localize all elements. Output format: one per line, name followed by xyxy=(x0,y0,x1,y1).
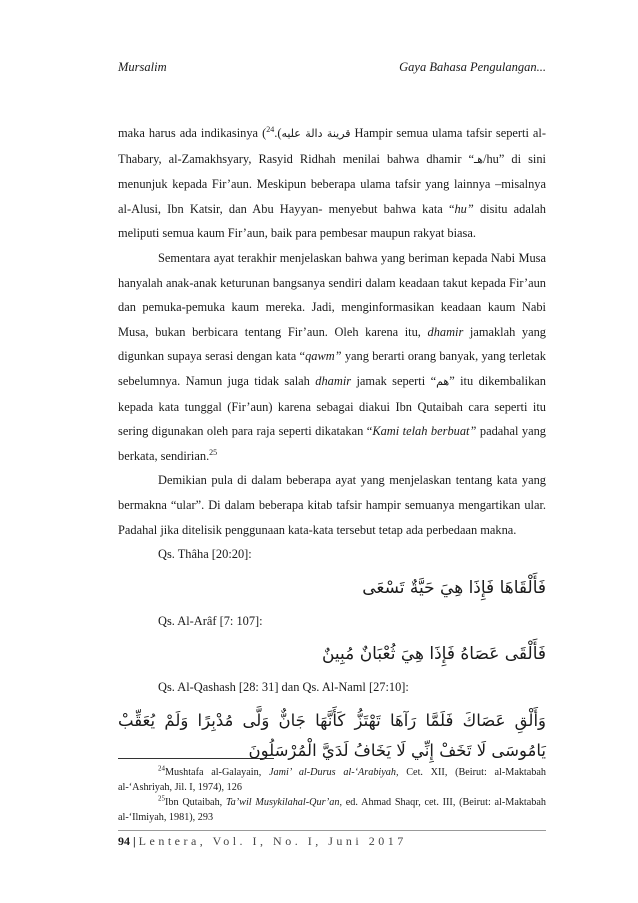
paragraph-2 xyxy=(118,246,546,468)
footnote-24-number: 24 xyxy=(158,764,165,773)
p1-hu-term: hu” xyxy=(454,201,474,216)
page-number: 94 xyxy=(118,834,130,848)
p2-text-c: yang berarti orang banyak, yang terletak sebelumnya. Namun juga tidak salah xyxy=(118,349,546,388)
footnote-24-title: Jami’ al-Durus al-‘Arabiyah, xyxy=(269,767,399,778)
quran-verse-3: وَأَلْقِ عَصَاكَ فَلَمَّا رَآهَا تَهْتَزُّ كَأَنَّهَا جَانٌّ وَلَّى مُدْبِرًا وَلَمْ يُعَقِّبْ يَامُوسَى لَا تَخَفْ إِنِّي لَا يَخَافُ لَدَيَّ الْمُرْسَلُونَ xyxy=(118,710,546,760)
running-header-author: Mursalim xyxy=(118,60,167,74)
p2-quote: Kami telah berbuat” xyxy=(372,424,477,439)
p2-qawm-term: qawm” xyxy=(305,349,342,364)
quran-verse-2: فَأَلْقَى عَصَاهُ فَإِذَا هِيَ ثُعْبَانٌ مُبِينٌ xyxy=(321,644,546,665)
footnote-24-author: Mushtafa al-Galayain, xyxy=(165,767,270,778)
quran-reference-3: Qs. Al-Qashash [28: 31] dan Qs. Al-Naml [27:10]: xyxy=(158,680,409,695)
p1-text-a: maka harus ada indikasinya ( xyxy=(118,126,267,140)
footer-separator xyxy=(118,830,546,831)
running-header-title: Gaya Bahasa Pengulangan... xyxy=(399,60,546,74)
p2-text-e: ” itu dikembalikan kepada kata tunggal (Fir’aun) karena sebagai diakui Ibn Qutaibah cara seperti itu sering digunakan oleh para raja seperti dikatakan “ xyxy=(118,373,547,439)
quran-reference-1: Qs. Thâha [20:20]: xyxy=(158,547,252,562)
footnote-separator xyxy=(118,758,274,759)
footnote-24 xyxy=(118,766,546,795)
footnotes xyxy=(118,766,546,826)
p1-text-b: ). xyxy=(274,126,282,140)
journal-citation: Lentera, Vol. I, No. I, Juni 2017 xyxy=(138,834,407,848)
footer-divider: | xyxy=(130,834,139,848)
footnote-24-details: Cet. XII, (Beirut: al-Maktabah al-‘Ashriyah, Jil. I, 1974), 126 xyxy=(118,767,546,793)
footnote-ref-24[interactable]: 24 xyxy=(266,124,275,134)
footnote-25-author: Ibn Qutaibah, xyxy=(165,797,226,809)
footnote-25 xyxy=(118,796,546,825)
page-footer xyxy=(118,834,407,849)
p2-text-a: Sementara ayat terakhir menjelaskan bahwa yang beriman kepada Nabi Musa hanyalah anak-anak keturunan bangsanya sendiri dalam keadaan takut kepada Fir’aun dan pemuka-pemuka kaum mereka. Jadi, menginformasikan keadaan kaum Nabi Musa, bukan berbicara tentang Fir’aun. Oleh karena itu, xyxy=(118,250,546,339)
p1-arabic-phrase: قرينة دالة عليه xyxy=(281,127,351,140)
body-text xyxy=(118,121,546,772)
p1-arabic-pronoun: هـ xyxy=(474,152,484,166)
p2-text-d: jamak seperti “ xyxy=(351,373,437,388)
paragraph-3: Demikian pula di dalam beberapa ayat yang menjelaskan tentang kata yang bermakna “ular”. Di dalam beberapa kitab tafsir hampir semuanya mengartikan ular. Padahal jika ditelisik penggunaan kata-kata tersebut tetap ada perbedaan makna. xyxy=(118,473,546,537)
footnote-ref-25[interactable]: 25 xyxy=(209,447,218,457)
p2-arabic-pronoun: هم xyxy=(436,374,450,388)
quran-reference-2: Qs. Al-Arâf [7: 107]: xyxy=(158,613,263,628)
p1-text-e: disitu adalah meliputi semua kaum Fir’aun, baik para pembesar maupun rakyat biasa. xyxy=(118,201,546,241)
quran-verse-1: فَأَلْقَاهَا فَإِذَا هِيَ حَيَّةٌ تَسْعَى xyxy=(362,577,546,598)
p1-text-c: Hampir semua ulama tafsir seperti al-Thabary, al-Zamakhsyary, Rasyid Ridhah menilai bahwa dhamir “ xyxy=(118,126,546,166)
paragraph-1 xyxy=(118,121,546,246)
p2-dhamir-term: dhamir xyxy=(427,324,464,339)
p2-text-f: padahal yang berkata, sendirian. xyxy=(118,424,546,463)
p2-dhamir-term-2: dhamir xyxy=(315,373,352,388)
footnote-25-details: ed. Ahmad Shaqr, cet. III, (Beirut: al-Maktabah al-‘Ilmiyah, 1981), 293 xyxy=(118,797,546,823)
p2-text-b: jamaklah yang digunkan supaya serasi dengan kata “ xyxy=(118,324,546,364)
footnote-25-title: Ta’wil Musykilahal-Qur’an, xyxy=(225,797,343,809)
footnote-25-number: 25 xyxy=(158,794,165,803)
p1-text-d: /hu” di sini menunjuk kepada Fir’aun. Meskipun beberapa ulama tafsir yang lainnya –misalnya al-Alusi, Ibn Katsir, dan Abu Hayyan- menyebut bahwa kata “ xyxy=(118,151,546,216)
